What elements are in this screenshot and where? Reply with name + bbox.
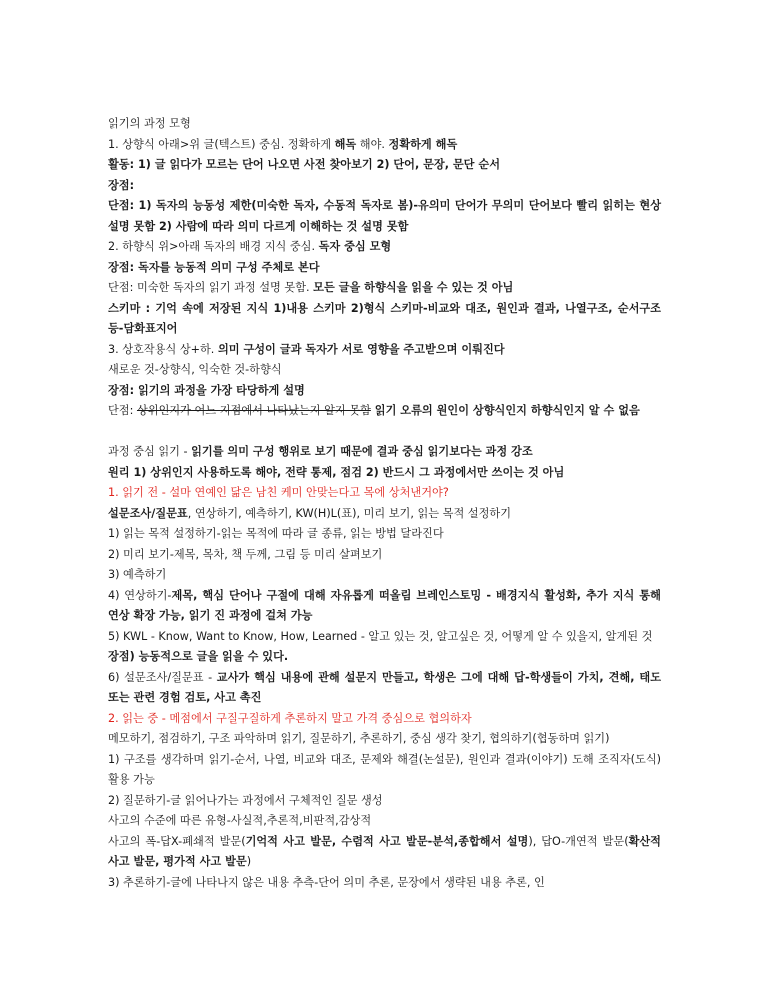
list-item: 3) 예측하기	[108, 568, 167, 581]
schema-definition: 스키마 : 기억 속에 저장된 지식 1)내용 스키마 2)형식 스키마-비교와 대조, 원인과 결과, 나열구조, 순서구조 등-담화표지어	[108, 301, 661, 335]
list-item: 2) 미리 보기-제목, 목차, 책 두께, 그림 등 미리 살펴보기	[108, 547, 383, 561]
list-item: 1) 읽는 목적 설정하기-읽는 목적에 따라 글 종류, 읽는 방법 달라진다	[108, 527, 444, 540]
bottom-up-strengths: 장점:	[108, 178, 135, 192]
list-item: 6) 설문조사/질문표 - 교사가 핵심 내용에 관해 설문지 만들고, 학생은 그에 대해 답-학생들이 가치, 견해, 태도 또는 관련 경험 검토, 사고 촉진	[108, 670, 662, 704]
interactive-strengths: 장점: 읽기의 과정을 가장 타당하게 설명	[108, 383, 305, 397]
during-reading-list: 메모하기, 점검하기, 구조 파악하며 읽기, 질문하기, 추론하기, 중심 생각 찾기, 협의하기(협동하며 읽기)	[108, 732, 610, 745]
list-item: 사고의 폭-답X-폐쇄적 발문(기억적 사고 발문, 수렴적 사고 발문-분석,종합해서 설명), 답O-개연적 발문(확산적 사고 발문, 평가적 사고 발문)	[108, 834, 661, 868]
top-down-strengths: 장점: 독자를 능동적 의미 구성 주체로 본다	[108, 260, 320, 274]
list-item: 사고의 수준에 따른 유형-사실적,추론적,비판적,감상적	[108, 814, 372, 827]
list-item: 1) 구조를 생각하며 읽기-순서, 나열, 비교와 대조, 문제와 해결(논설문), 원인과 결과(이야기) 도해 조직자(도식) 활용 가능	[108, 752, 661, 786]
section-title: 읽기의 과정 모형	[108, 117, 191, 130]
before-reading-list: 설문조사/질문표, 연상하기, 예측하기, KW(H)L(표), 미리 보기, 읽는 목적 설정하기	[108, 506, 512, 520]
interactive-note: 새로운 것-상향식, 익숙한 것-하향식	[108, 363, 282, 376]
list-item: 2) 질문하기-글 읽어나가는 과정에서 구체적인 질문 생성	[108, 793, 383, 807]
list-item: 4) 연상하기-제목, 핵심 단어나 구절에 대해 자유롭게 떠올림 브레인스토밍 - 배경지식 활성화, 추가 지식 통해 연상 확장 가능, 읽기 진 과정에 걸쳐 가능	[108, 588, 661, 622]
bottom-up-activities: 활동: 1) 글 읽다가 모르는 단어 나오면 사전 찾아보기 2) 단어, 문장, 문단 순서	[108, 158, 501, 171]
interactive-weaknesses: 단점: 상위인지가 어느 지점에서 나타났는지 알지 못함 읽기 오류의 원인이 상향식인지 하향식인지 알 수 없음	[108, 404, 640, 417]
document-body	[108, 114, 661, 893]
kwl-strengths: 장점) 능동적으로 글을 읽을 수 있다.	[108, 650, 289, 663]
paragraph-bottom-up: 1. 상향식 아래>위 글(텍스트) 중심. 정확하게 해독 해야. 정확하게 해독	[108, 137, 458, 151]
paragraph-top-down: 2. 하향식 위>아래 독자의 배경 지식 중심. 독자 중심 모형	[108, 240, 392, 253]
paragraph-interactive: 3. 상호작용식 상+하. 의미 구성이 글과 독자가 서로 영향을 주고받으며 이뤄진다	[108, 342, 505, 356]
during-reading-mnemonic: 2. 읽는 중 - 메점에서 구질구질하게 추론하지 말고 가격 중심으로 협의하자	[108, 711, 472, 725]
top-down-weaknesses: 단점: 미숙한 독자의 읽기 과정 설명 못함. 모든 글을 하향식을 읽을 수 있는 것 아님	[108, 281, 514, 294]
before-reading-mnemonic: 1. 읽기 전 - 설마 연예인 닮은 남친 케미 안맞는다고 목에 상처낸거야?	[108, 486, 449, 499]
process-principles: 원리 1) 상위인지 사용하도록 해야, 전략 통제, 점검 2) 반드시 그 과정에서만 쓰이는 것 아님	[108, 465, 565, 479]
bottom-up-weaknesses: 단점: 1) 독자의 능동성 제한(미숙한 독자, 수동적 독자로 봄)-유의미 단어가 무의미 단어보다 빨리 읽히는 현상 설명 못함 2) 사람에 따라 의미 다르게 이해하는 것 설명 못함	[108, 199, 661, 233]
list-item: 3) 추론하기-글에 나타나지 않은 내용 추측-단어 의미 추론, 문장에서 생략된 내용 추론, 인	[108, 875, 545, 889]
struck-text: 상위인지가 어느 지점에서 나타났는지 알지 못함	[136, 404, 371, 417]
process-reading-heading: 과정 중심 읽기 - 읽기를 의미 구성 행위로 보기 때문에 결과 중심 읽기보다는 과정 강조	[108, 445, 533, 458]
list-item: 5) KWL - Know, Want to Know, How, Learned - 알고 있는 것, 알고싶은 것, 어떻게 알 수 있을지, 알게된 것	[108, 629, 653, 643]
section-gap	[108, 422, 661, 443]
